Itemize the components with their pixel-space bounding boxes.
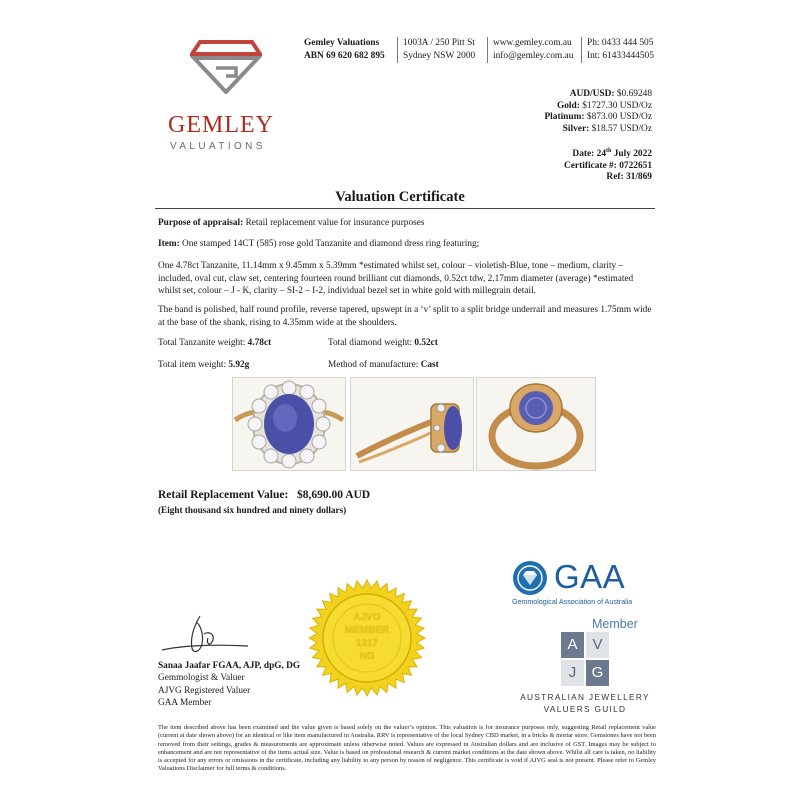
intl-number: Int: 61433444505 (587, 50, 654, 61)
cert-date (564, 146, 652, 161)
item-line (158, 239, 479, 249)
spec-tanzanite (158, 338, 271, 348)
rate-gold-value: $1727.30 USD/Oz (582, 100, 652, 111)
spec-item-value: 5.92g (228, 360, 250, 370)
address-line-2: Sydney NSW 2000 (403, 50, 476, 61)
ring-side-view-icon (351, 378, 473, 470)
retail-value-amount: $8,690.00 AUD (296, 489, 371, 501)
purpose-line (158, 218, 424, 228)
header-company (304, 37, 385, 62)
company-abn: ABN 69 620 682 895 (304, 50, 385, 61)
stone-description: One 4.78ct Tanzanite, 11.14mm x 9.45mm x 5.39mm *estimated whilst set, colour – violetish-Blue, tone – medium, clarity – included, oval cut, claw set, centering fourteen round brilliant cut diamonds, 0.52ct tdw, 2.17mm diameter (average) *estimated whilst set, colour – J - K, clarity – SI-2 – I-2, individual bezel set in white gold with millegrain detail. (158, 261, 634, 297)
ajvg-letter-v: V (592, 636, 603, 653)
cert-number (564, 161, 652, 173)
ajvg-seal (307, 578, 427, 698)
date-rest: July 2022 (611, 149, 652, 160)
signatory-role-2: AJVG Registered Valuer (158, 685, 251, 696)
spec-method (328, 360, 439, 370)
ajvg-name-line-1: AUSTRALIAN JEWELLERY (520, 692, 650, 702)
rate-platinum (544, 112, 652, 124)
rate-silver-value: $18.57 USD/Oz (591, 123, 652, 134)
band-description: The band is polished, half round profile, reverse tapered, upswept in a ‘v’ split to a split bridge underrail and measures 1.75mm wide at the base of the shank, rising to 4.35mm wide at the shoulders. (158, 305, 652, 328)
gaa-fullname: Gemmological Association of Australia (512, 598, 633, 606)
purpose-label: Purpose of appraisal: (158, 218, 244, 228)
retail-value-words: (Eight thousand six hundred and ninety dollars) (158, 505, 347, 515)
ref-value: 31/869 (625, 172, 652, 183)
item-label: Item: (158, 239, 180, 249)
rate-aud-value: $0.69248 (616, 89, 652, 99)
page-title: Valuation Certificate (335, 189, 465, 205)
date-label: Date: (572, 149, 595, 160)
header-phone (587, 37, 654, 62)
date-suffix: th (606, 148, 612, 154)
ring-photo-back (476, 377, 596, 471)
header-divider (397, 37, 398, 63)
signatory-role-1: Gemmologist & Valuer (158, 673, 245, 684)
phone-number: Ph: 0433 444 505 (587, 38, 654, 48)
spec-diamond (328, 338, 438, 348)
gaa-logo (512, 558, 652, 610)
seal-line-2: MEMBER (344, 625, 390, 636)
spec-diamond-value: 0.52ct (414, 338, 438, 348)
certificate-meta (564, 146, 652, 184)
item-text: One stamped 14CT (585) rose gold Tanzanite and diamond dress ring featuring; (182, 239, 480, 249)
spec-item-label: Total item weight: (158, 360, 227, 370)
disclaimer-text: The item described above has been examined and the value given is based solely on the valuer’s opinion. This valuation is for insurance purposes only, suggesting Retail replacement value (current at date shown above) for an identical or like item manufactured in Australia. RRV is representative of the local Sydney CBD market, in a bricks & mortar store. Gemstones have not been removed from their settings, grades & measurements are approximate unless otherwise noted. Values are expressed in Australian dollars and are inclusive of GST. Images may be subject to enhancement and are not representative of the items actual size. Value is based on professional research & current market conditions at the date shown above. Whilst all care is taken, no liability is accepted for any errors or omissions in the certificate, including any liability to any person by reason of negligence. This certificate is void if AJVG seal is not present. Please refer to Gemley Valuations Disclaimer for full terms & conditions. (158, 724, 656, 773)
spec-method-label: Method of manufacture: (328, 360, 419, 370)
company-name: Gemley Valuations (304, 38, 380, 48)
ajvg-letter-j: J (568, 664, 577, 681)
header-web (493, 37, 573, 62)
ring-photo-side (350, 377, 474, 471)
ajvg-name-line-2: VALUERS GUILD (543, 703, 627, 714)
ring-photo-top (232, 377, 346, 471)
header-divider (487, 37, 488, 63)
signatory (158, 660, 300, 709)
ajvg-letter-g: G (591, 664, 604, 681)
website-link[interactable]: www.gemley.com.au (493, 38, 572, 48)
signatory-role-3: GAA Member (158, 697, 212, 708)
header-address (403, 37, 475, 62)
gem-logo-icon (190, 38, 262, 94)
gemley-logo (160, 38, 300, 158)
email-link[interactable]: info@gemley.com.au (493, 50, 574, 61)
cert-number-label: Certificate #: (564, 160, 617, 171)
ring-back-view-icon (477, 378, 595, 470)
rate-aud (544, 89, 652, 101)
spec-item-weight (158, 360, 249, 370)
rate-platinum-label: Platinum: (544, 112, 585, 123)
header-divider (581, 37, 582, 63)
signature-icon (160, 612, 250, 658)
date-day: 24 (596, 149, 607, 160)
ajvg-letter-a: A (567, 636, 578, 653)
purpose-text: Retail replacement value for insurance purposes (245, 218, 425, 228)
rate-aud-label: AUD/USD: (569, 89, 615, 99)
seal-line-1: AJVG (353, 612, 381, 623)
seal-line-3: 1317 (355, 638, 379, 649)
gaa-abbr: GAA (554, 558, 626, 595)
spec-tanzanite-value: 4.78ct (247, 338, 272, 348)
rate-silver-label: Silver: (562, 123, 590, 134)
rate-gold (544, 101, 652, 113)
signatory-name: Sanaa Jaafar FGAA, AJP, dpG, DG (158, 661, 301, 671)
ring-top-view-icon (233, 378, 345, 470)
gaa-member-label: Member (592, 617, 638, 631)
address-line-1: 1003A / 250 Pitt St (403, 38, 475, 48)
logo-wordmark: GEMLEY (168, 112, 274, 138)
metal-rates (544, 89, 652, 135)
ajvg-name (515, 692, 655, 715)
spec-method-value: Cast (420, 360, 439, 370)
rate-silver (544, 124, 652, 136)
seal-line-4: NG (359, 651, 375, 662)
seal-text (307, 611, 427, 663)
title-rule (155, 208, 655, 209)
ref-label: Ref: (606, 172, 624, 183)
cert-number-value: 0722651 (619, 160, 652, 171)
retail-value (158, 489, 370, 501)
spec-tanzanite-label: Total Tanzanite weight: (158, 338, 246, 348)
rate-gold-label: Gold: (556, 100, 580, 111)
rate-platinum-value: $873.00 USD/Oz (586, 112, 652, 123)
retail-value-label: Retail Replacement Value: (158, 489, 289, 501)
spec-diamond-label: Total diamond weight: (328, 338, 413, 348)
ajvg-logo (561, 632, 609, 686)
logo-subtitle: VALUATIONS (170, 141, 266, 152)
cert-ref (564, 172, 652, 184)
gaa-emblem-icon (512, 560, 548, 596)
